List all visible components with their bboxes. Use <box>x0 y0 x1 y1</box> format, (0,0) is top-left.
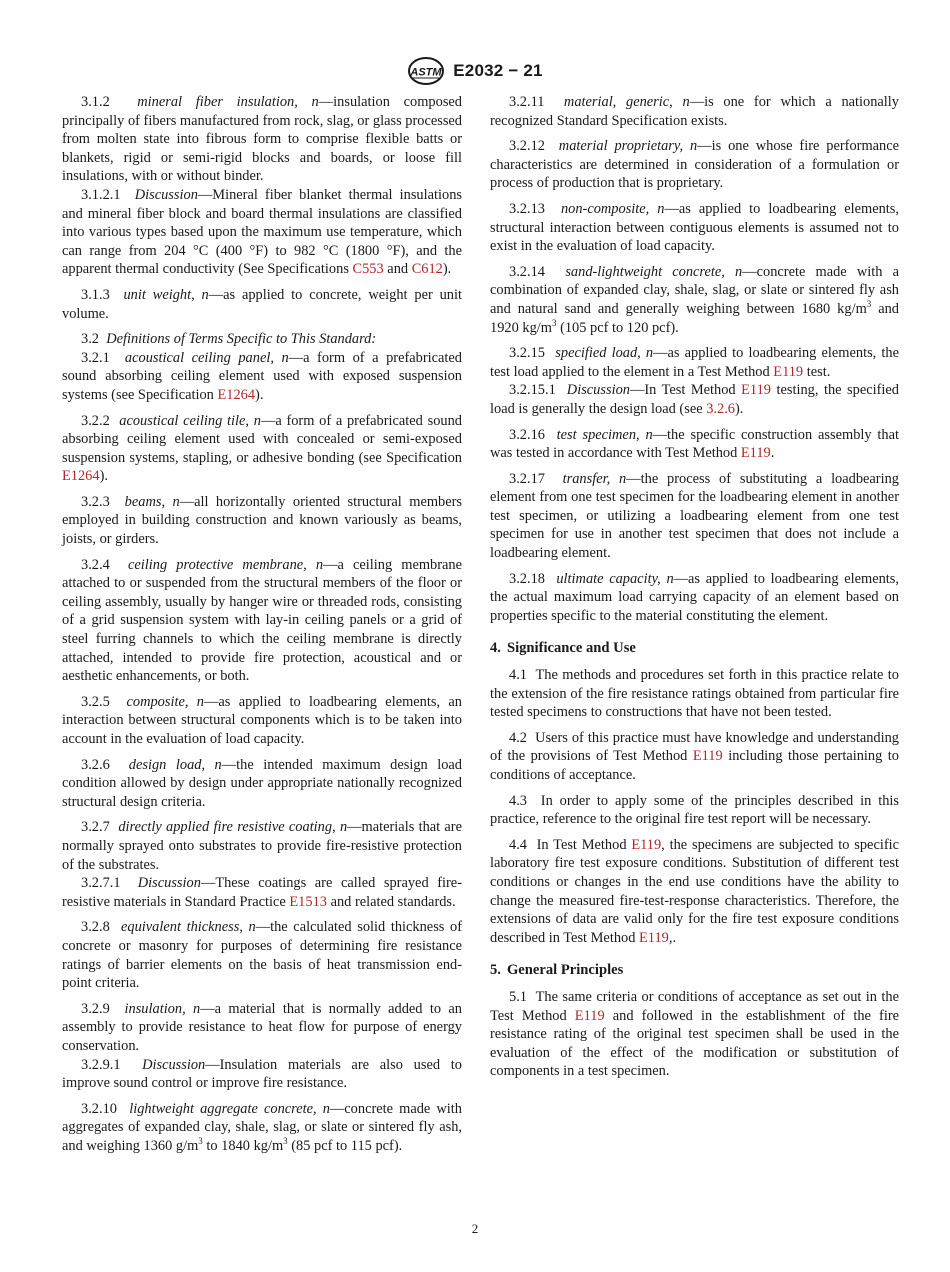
paragraph-5-1: 5.1 The same criteria or conditions of acceptance as set out in the Test Method E119 and followed in the establishment of the fire resistance rating of the original test specimen shall be used in the evaluation of the effect of the modification or substitution of components in a test specimen. <box>490 988 900 1080</box>
paragraph-3-2-18: 3.2.18 ultimate capacity, n—as applied to loadbearing elements, the actual maximum load carrying capacity of an element based on properties specific to the material constituting the element. <box>490 570 899 624</box>
paragraph-3-2-7: 3.2.7 directly applied fire resistive coating, n—materials that are normally sprayed onto substrates to provide fire-resistive protection of the substrates. <box>62 819 462 873</box>
paragraph-3-2-9-1: 3.2.9.1 Discussion—Insulation materials are also used to improve sound control or improve fire resistance. <box>62 1056 462 1092</box>
page-number: 2 <box>471 1221 479 1236</box>
ref-link-c612[interactable]: C612 <box>411 261 443 278</box>
paragraph-3-1-2: 3.1.2 mineral fiber insulation, n—insulation composed principally of fibers manufactured from rock, slag, or glass processed from molten state into fibrous form to comprise flexible batts or blankets, rigid or semi-rigid blocks and boards, or loose fill insulations, with or without binder. <box>62 94 463 185</box>
paragraph-3-2-14: 3.2.14 sand-lightweight concrete, n—concrete made with a combination of expanded clay, shale, slag, or slate or sintered fly ash and natural sand and generally weighing between 1680 $kg/m^3$ and 1920 $kg/m^3$ (105 pcf to 120 pcf). <box>490 263 899 336</box>
paragraph-3-2-17: 3.2.17 transfer, n—the process of substituting a loadbearing element from one test specimen for the loadbearing element in another test specimen, or utilizing a loadbearing element from one test specimen for use in another test specimen that does not include a loadbearing element. <box>490 470 899 562</box>
ref-link-e119[interactable]: E119 <box>740 445 771 462</box>
paragraph-3-2-13: 3.2.13 non-composite, n—as applied to loadbearing elements, structural interaction between contiguous elements is assumed not to exist in the evaluation of load capacity. <box>490 200 899 255</box>
paragraph-3-1-2-1: 3.1.2.1 Discussion—Mineral fiber blanket thermal insulations and mineral fiber block and board thermal insulations are classified into various types based upon the maximum use temperature, which can range from 204 °C (400 °F) to 982 °C (1800 °F), and the apparent thermal conductivity (See Specifications C553 and C612). <box>62 186 462 278</box>
paragraph-3-2-4: 3.2.4 ceiling protective membrane, n—a ceiling membrane attached to or suspended from the structural members of the floor or ceiling assembly, usually by hanger wire or threaded rods, consisting of a grid suspension system with lay-in ceiling panels or a grid of steel furring channels to which the ceiling membrane is directly attached, intended to provide fire protection, acoustical and or aesthetic enhancements, or both. <box>62 556 462 685</box>
ref-link-e119[interactable]: E119 <box>639 929 669 946</box>
paragraph-3-2-6: 3.2.6 design load, n—the intended maximum design load condition allowed by design under appropriate nationally recognized structural design criteria. <box>62 756 462 810</box>
paragraph-3-2-1: 3.2.1 acoustical ceiling panel, n—a form of a prefabricated sound absorbing ceiling element used with exposed suspension systems (see Specification E1264). <box>62 349 462 403</box>
paragraph-3-2-7-1: 3.2.7.1 Discussion—These coatings are called sprayed fire-resistive materials in Standard Practice E1513 and related standards. <box>62 875 462 910</box>
section-heading-5: 5. General Principles <box>490 962 624 979</box>
paragraph-3-2-8: 3.2.8 equivalent thickness, n—the calculated solid thickness of concrete or masonry for purposes of determining fire resistance ratings of barrier elements on the basis of heat transmission end-point criteria. <box>62 919 462 992</box>
page-header <box>0 56 950 86</box>
ref-link-3-2-6[interactable]: 3.2.6 <box>706 400 735 417</box>
section-heading-4: 4. Significance and Use <box>490 640 636 657</box>
paragraph-3-2-5: 3.2.5 composite, n—as applied to loadbearing elements, an interaction between structural components which is to be taken into account in the evaluation of load capacity. <box>62 693 462 747</box>
paragraph-3-2-9: 3.2.9 insulation, n—a material that is normally added to an assembly to provide resistance to heat flow for purpose of energy conservation. <box>62 1000 462 1054</box>
paragraph-4-4: 4.4 In Test Method E119, the specimens are subjected to specific laboratory fire test exposure conditions. Substitution of different test conditions or changes in the end use conditions have the ability to change the measured fire-test-response characteristics. Therefore, the extensions of data are valid only for the fire test exposure conditions described in Test Method E119,. <box>490 836 900 946</box>
paragraph-3-2-11: 3.2.11 material, generic, n—is one for which a nationally recognized Standard Specification exists. <box>490 94 900 129</box>
ref-link-e119[interactable]: E119 <box>692 748 723 765</box>
paragraph-4-1: 4.1 The methods and procedures set forth in this practice relate to the extension of the fire resistance ratings obtained from particular fire tested specimens to constructions that have not been tested. <box>490 667 899 721</box>
right-column <box>490 93 899 1088</box>
astm-logo <box>407 56 445 86</box>
svg-text:ASTM: ASTM <box>410 66 442 79</box>
left-column <box>62 93 462 1162</box>
ref-link-e119[interactable]: E119 <box>631 836 662 853</box>
ref-link-e1264[interactable]: E1264 <box>217 386 256 403</box>
ref-link-e1513[interactable]: E1513 <box>289 893 327 910</box>
paragraph-3-2-16: 3.2.16 test specimen, n—the specific construction assembly that was tested in accordance with Test Method E119. <box>490 426 899 462</box>
paragraph-4-2: 4.2 Users of this practice must have knowledge and understanding of the provisions of Test Method E119 including those pertaining to conditions of acceptance. <box>490 729 899 783</box>
paragraph-3-1-3: 3.1.3 unit weight, n—as applied to concrete, weight per unit volume. <box>62 286 462 322</box>
paragraph-4-3: 4.3 In order to apply some of the principles described in this practice, reference to the original fire test report will be necessary. <box>490 792 899 828</box>
paragraph-3-2-2: 3.2.2 acoustical ceiling tile, n—a form of a prefabricated sound absorbing ceiling element used with concealed or semi-exposed suspension systems, stapling, or adhesive bonding (see Specification E1264). <box>62 412 462 485</box>
ref-link-c553[interactable]: C553 <box>352 261 384 278</box>
paragraph-3-2-15: 3.2.15 specified load, n—as applied to loadbearing elements, the test load applied to the element in a Test Method E119 test. <box>490 345 899 380</box>
paragraph-3-2: 3.2 Definitions of Terms Specific to This Standard: <box>81 331 377 348</box>
ref-link-e119[interactable]: E119 <box>773 363 804 380</box>
paragraph-3-2-12: 3.2.12 material proprietary, n—is one whose fire performance characteristics are determined in consideration of a formulation or process of production that is proprietary. <box>490 138 900 192</box>
ref-link-e119[interactable]: E119 <box>574 1007 605 1024</box>
paragraph-3-2-10: 3.2.10 lightweight aggregate concrete, n—concrete made with aggregates of expanded clay, shale, slag, or slate or sintered fly ash, and weighing 1360 $g/m^3$ to 1840 $kg/m^3$ (85 pcf to 115 pcf). <box>62 1100 462 1154</box>
paragraph-3-2-15-1: 3.2.15.1 Discussion—In Test Method E119 testing, the specified load is generally the design load (see 3.2.6). <box>490 382 899 417</box>
ref-link-e1264[interactable]: E1264 <box>62 468 100 485</box>
paragraph-3-2-3: 3.2.3 beams, n—all horizontally oriented structural members employed in building construction and known variously as beams, joists, or girders. <box>62 493 462 548</box>
document-id: E2032 − 21 <box>453 61 543 80</box>
ref-link-e119[interactable]: E119 <box>741 382 771 399</box>
